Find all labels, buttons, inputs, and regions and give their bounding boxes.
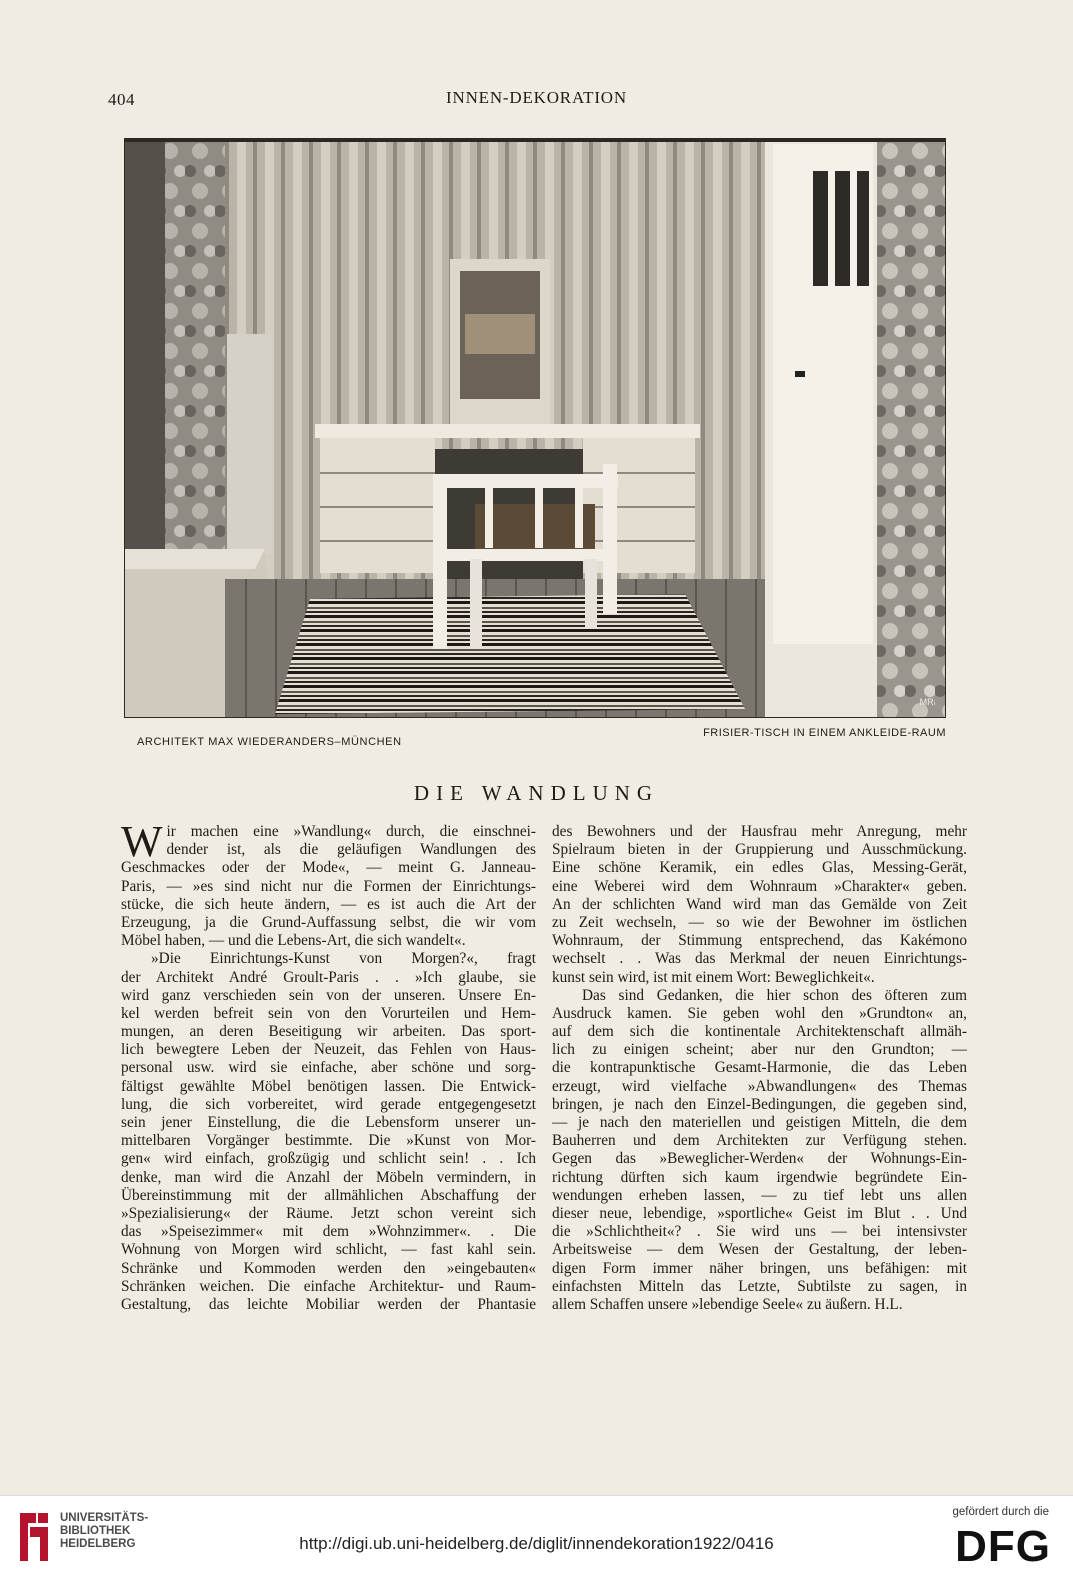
text-line: Eine schöne Keramik, ein edles Glas, Messing-Gerät, <box>552 859 967 877</box>
text-line: wendungen erheben lassen, — zu tief lebt uns allen <box>552 1186 967 1204</box>
text-line: ir machen eine »Wandlung« durch, die einschnei- <box>166 823 536 840</box>
library-name-line: UNIVERSITÄTS- <box>60 1512 149 1524</box>
text-line: Arbeitsweise — dem Wesen der Gestaltung, der leben- <box>552 1241 967 1259</box>
text-line: Möbel haben, — und die Lebens-Art, die sich wandelt«. <box>121 932 466 950</box>
text-line: Wohnraum, der Stimmung entsprechend, das Kakémono <box>552 932 967 950</box>
text-line: fältigst gewählte Möbel benötigen lassen. Die Entwick- <box>121 1077 536 1095</box>
right-column <box>552 823 967 1314</box>
text-line: Bauherren und dem Architekten zur Verfügung stehen. <box>552 1132 967 1150</box>
photo-monogram: MRᵢ <box>919 697 935 707</box>
photo-illustration <box>125 139 945 717</box>
text-line: die kontrapunktische Gesamt-Harmonie, die das Leben <box>552 1059 967 1077</box>
text-line: Wohnung von Morgen wird schlicht, — fast kahl sein. <box>121 1241 536 1259</box>
text-line: Schränke und Kommoden werden den »eingebauten« <box>121 1259 536 1277</box>
text-line: Paris, — »es sind nicht nur die Formen der Einrichtungs- <box>121 877 536 895</box>
text-line: allem Schaffen unsere »lebendige Seele« zu äußern. H.L. <box>552 1295 903 1313</box>
text-line: stücke, die sich heute ändern, — es ist auch die Art der <box>121 895 536 913</box>
text-line: lich bewegtere Leben der Neuzeit, das Fehlen von Haus- <box>121 1041 536 1059</box>
library-name-line: BIBLIOTHEK <box>60 1525 131 1537</box>
text-line: personal usw. wird sie einfache, aber schöne und sorg- <box>121 1059 536 1077</box>
caption-architect: ARCHITEKT MAX WIEDERANDERS–MÜNCHEN <box>137 736 402 748</box>
library-name-line: HEIDELBERG <box>60 1538 136 1550</box>
text-line: »Spezialisierung« der Räume. Jetzt schon vereint sich <box>121 1204 536 1222</box>
text-line: des Bewohners und der Hausfrau mehr Anregung, mehr <box>552 823 967 840</box>
text-line: Gegen das »Beweglicher-Werden« der Wohnungs-Ein- <box>552 1150 967 1168</box>
text-line: gen« wird einfach, großzügig und schlicht sein! . . Ich <box>121 1150 536 1168</box>
drop-cap: W <box>121 817 163 866</box>
text-line: dender ist, als die geläufigen Wandlungen des <box>166 841 536 859</box>
text-line: das »Speisezimmer« mit dem »Wohnzimmer«. . Die <box>121 1223 536 1241</box>
dfg-logo: DFG <box>955 1522 1051 1571</box>
text-line: der Architekt André Groult-Paris . . »Ich glaube, sie <box>121 968 536 986</box>
footer-bar <box>0 1495 1073 1583</box>
article-title: DIE WANDLUNG <box>413 781 660 805</box>
text-line: sein jener Einstellung, die die Lebensform unserer un- <box>121 1114 536 1131</box>
text-line: bringen, je nach den Einzel-Bedingungen, die gegeben sind, <box>552 1095 967 1113</box>
text-line: zu Zeit wechseln, — so wie der Bewohner im östlichen <box>552 913 967 931</box>
funded-by-label: gefördert durch die <box>952 1506 1049 1518</box>
text-line: dieser neue, lebendige, »sportliche« Geist im Blut . . Und <box>552 1204 967 1222</box>
text-line: — je nach den materiellen und geistigen Mitteln, die dem <box>552 1114 967 1131</box>
text-line: lich zu einigen scheint; aber nur den Grundton; — <box>552 1041 967 1059</box>
text-line: digen Form immer näher bringen, uns befähigen: mit <box>552 1259 967 1277</box>
source-url-link[interactable]: http://digi.ub.uni-heidelberg.de/diglit/innendekoration1922/0416 <box>299 1534 774 1553</box>
page-number: 404 <box>108 90 135 109</box>
text-line: »Die Einrichtungs-Kunst von Morgen?«, fragt <box>151 950 536 968</box>
text-line: Schränken weichen. Die einfache Architektur- und Raum- <box>121 1277 536 1295</box>
text-line: Geschmackes oder der Mode«, — meint G. Janneau- <box>121 859 536 877</box>
text-line: Das sind Gedanken, die hier schon des öfteren zum <box>582 986 967 1004</box>
caption-subject: FRISIER-TISCH IN EINEM ANKLEIDE-RAUM <box>703 727 946 739</box>
left-column <box>121 817 536 1314</box>
text-line: erzeugt, wird vielfache »Abwandlungen« des Themas <box>552 1077 967 1095</box>
text-line: Übereinstimmung mit der allmählichen Abschaffung der <box>121 1186 536 1204</box>
text-line: wird ganz verschieden sein von der unseren. Unsere En- <box>121 986 536 1004</box>
room-photograph <box>125 139 945 717</box>
text-line: mungen, an deren Beseitigung wir arbeiten. Das sport- <box>121 1023 536 1041</box>
text-line: denke, man wird die Anzahl der Möbeln vermindern, in <box>121 1168 536 1186</box>
text-line: lung, die sich vorbereitet, wird gerade entgegengesetzt <box>121 1095 536 1113</box>
text-line: kunst sein wird, ist mit einem Wort: Beweglichkeit«. <box>552 968 875 986</box>
text-line: Ausdruck kamen. Sie geben wohl den »Grundton« an, <box>552 1004 967 1022</box>
text-line: eine Weberei wird dem Wohnraum »Charakter« geben. <box>552 877 967 895</box>
text-line: Gestaltung, das leichte Mobiliar werden der Phantasie <box>121 1295 536 1313</box>
text-line: auf dem sich die kontinentale Architektenschaft allmäh- <box>552 1023 967 1041</box>
text-line: An der schlichten Wand wird man das Gemälde von Zeit <box>552 895 967 913</box>
text-line: kel werden befreit sein von den Vorurteilen und Hem- <box>121 1004 536 1022</box>
text-line: Spielraum bieten in der Gruppierung und Ausschmückung. <box>552 841 967 859</box>
text-line: die »Schlichtheit«? . Sie wird uns — bei intensivster <box>552 1223 967 1241</box>
text-line: wechselt . . Was das Merkmal der neuen Einrichtungs- <box>552 950 967 968</box>
text-line: richtung dürften sich kaum irgendwie begründete Ein- <box>552 1168 967 1186</box>
running-title: INNEN-DEKORATION <box>446 88 627 107</box>
text-line: mittelbaren Vorgänger bestimmte. Die »Kunst von Mor- <box>121 1132 536 1150</box>
text-line: Erzeugung, ja die Grund-Auffassung selbst, die wir vom <box>121 913 536 931</box>
text-line: einfachsten Mitteln das Letzte, Subtilste zu sagen, in <box>552 1277 967 1295</box>
